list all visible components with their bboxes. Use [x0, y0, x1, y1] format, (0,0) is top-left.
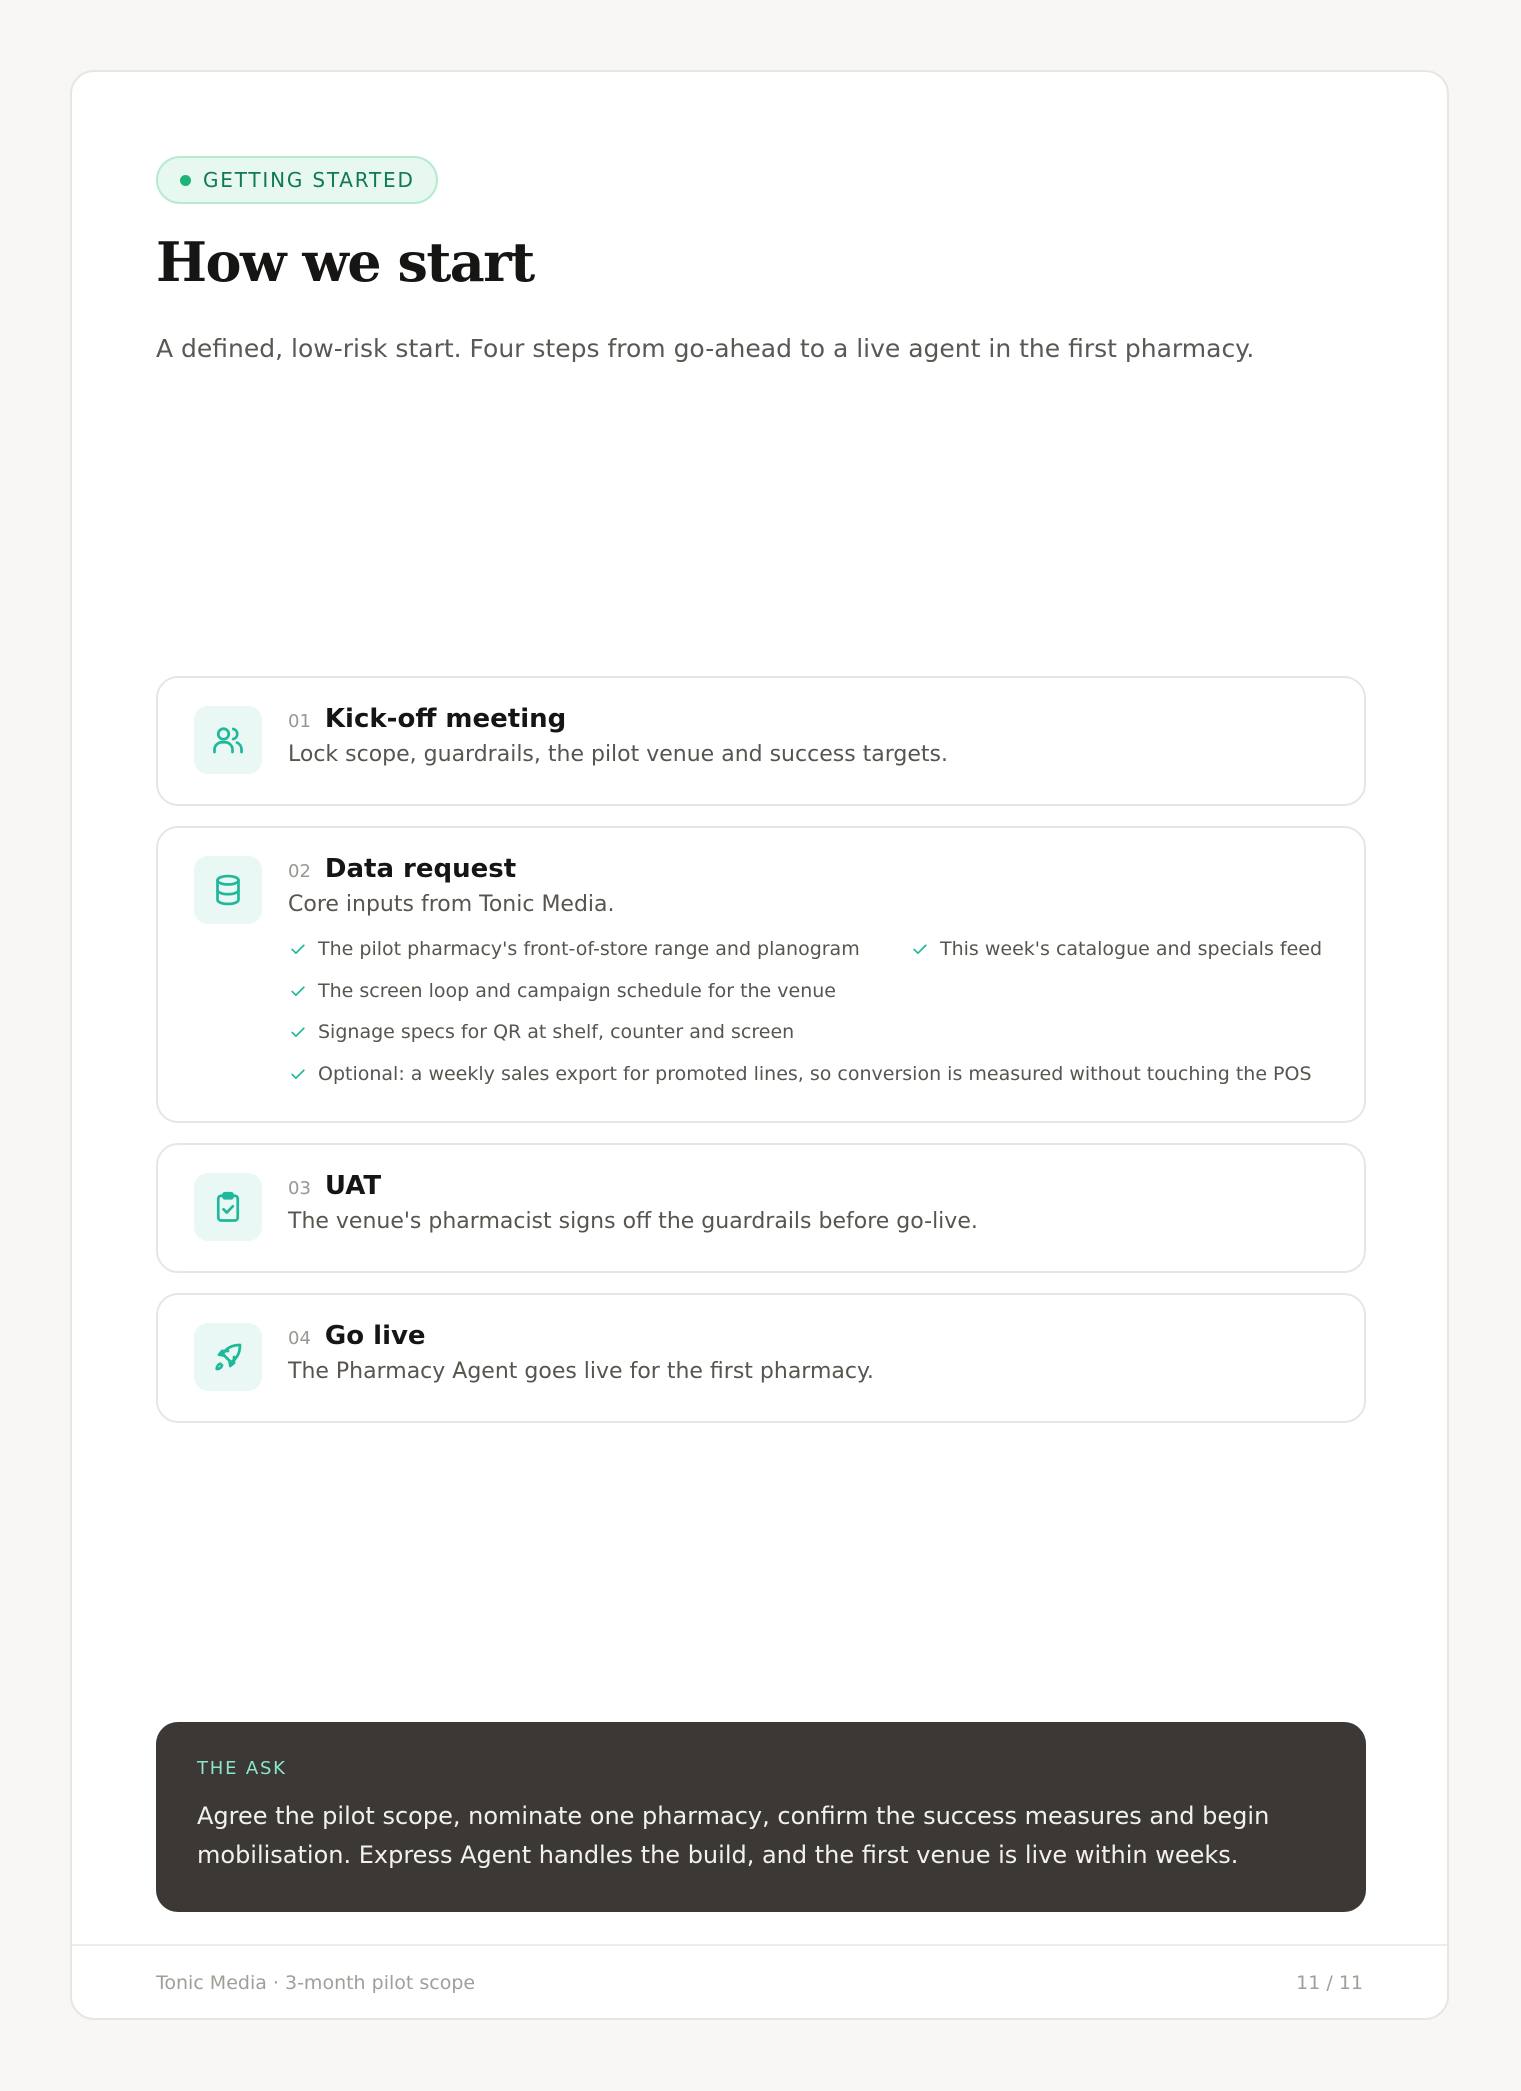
- check-icon: [288, 939, 308, 959]
- step-card-go-live: [156, 1293, 1366, 1423]
- checklist-item-text: Signage specs for QR at shelf, counter and screen: [318, 1021, 795, 1043]
- step-number: 01: [288, 711, 311, 732]
- ask-callout: [156, 1722, 1366, 1912]
- footer-divider: [72, 1944, 1447, 1946]
- section-tag: [156, 156, 438, 204]
- slide-page: [70, 70, 1449, 2020]
- checklist-item: [288, 938, 860, 960]
- step-title: Go live: [324, 1321, 426, 1351]
- section-tag-label: GETTING STARTED: [203, 168, 415, 192]
- checklist-item-text: The pilot pharmacy's front-of-store range and planogram: [318, 938, 860, 960]
- database-icon: [194, 856, 262, 924]
- ask-text: Agree the pilot scope, nominate one pharmacy, confirm the success measures and begin mobilisation. Express Agent handles the build, and the first venue is live within weeks.: [197, 1802, 1270, 1869]
- step-title: Data request: [324, 854, 517, 884]
- rocket-icon: [194, 1323, 262, 1391]
- footer-caption: Tonic Media · 3-month pilot scope: [156, 1972, 476, 1994]
- checklist-item: [910, 938, 1322, 960]
- check-icon: [288, 981, 308, 1001]
- page-subtitle: A defined, low-risk start. Four steps from go-ahead to a live agent in the first pharmacy.: [156, 334, 1255, 363]
- step-card-data-request: [156, 826, 1366, 1123]
- ask-label: THE ASK: [197, 1758, 287, 1779]
- checklist-item-text: This week's catalogue and specials feed: [940, 938, 1323, 960]
- check-icon: [910, 939, 930, 959]
- step-number: 04: [288, 1328, 311, 1349]
- step-number: 02: [288, 861, 311, 882]
- page-title: How we start: [156, 230, 534, 294]
- step-description: The venue's pharmacist signs off the guardrails before go-live.: [288, 1209, 978, 1234]
- checklist-item: [288, 1063, 1312, 1085]
- page-number: 11 / 11: [1296, 1972, 1363, 1994]
- step-description: Lock scope, guardrails, the pilot venue and success targets.: [288, 742, 948, 767]
- step-card-kickoff: [156, 676, 1366, 806]
- clipboard-check-icon: [194, 1173, 262, 1241]
- checklist-item: [288, 980, 836, 1002]
- checklist-item-text: The screen loop and campaign schedule for the venue: [318, 980, 836, 1002]
- step-description: Core inputs from Tonic Media.: [288, 892, 615, 917]
- step-card-uat: [156, 1143, 1366, 1273]
- users-icon: [194, 706, 262, 774]
- tag-dot-icon: [180, 175, 191, 186]
- step-description: The Pharmacy Agent goes live for the first pharmacy.: [288, 1359, 874, 1384]
- check-icon: [288, 1022, 308, 1042]
- step-title: Kick-off meeting: [324, 704, 567, 734]
- step-title: UAT: [324, 1171, 382, 1201]
- checklist-item-text: Optional: a weekly sales export for promoted lines, so conversion is measured without touching the POS: [318, 1063, 1312, 1085]
- checklist-item: [288, 1021, 794, 1043]
- check-icon: [288, 1064, 308, 1084]
- step-number: 03: [288, 1178, 311, 1199]
